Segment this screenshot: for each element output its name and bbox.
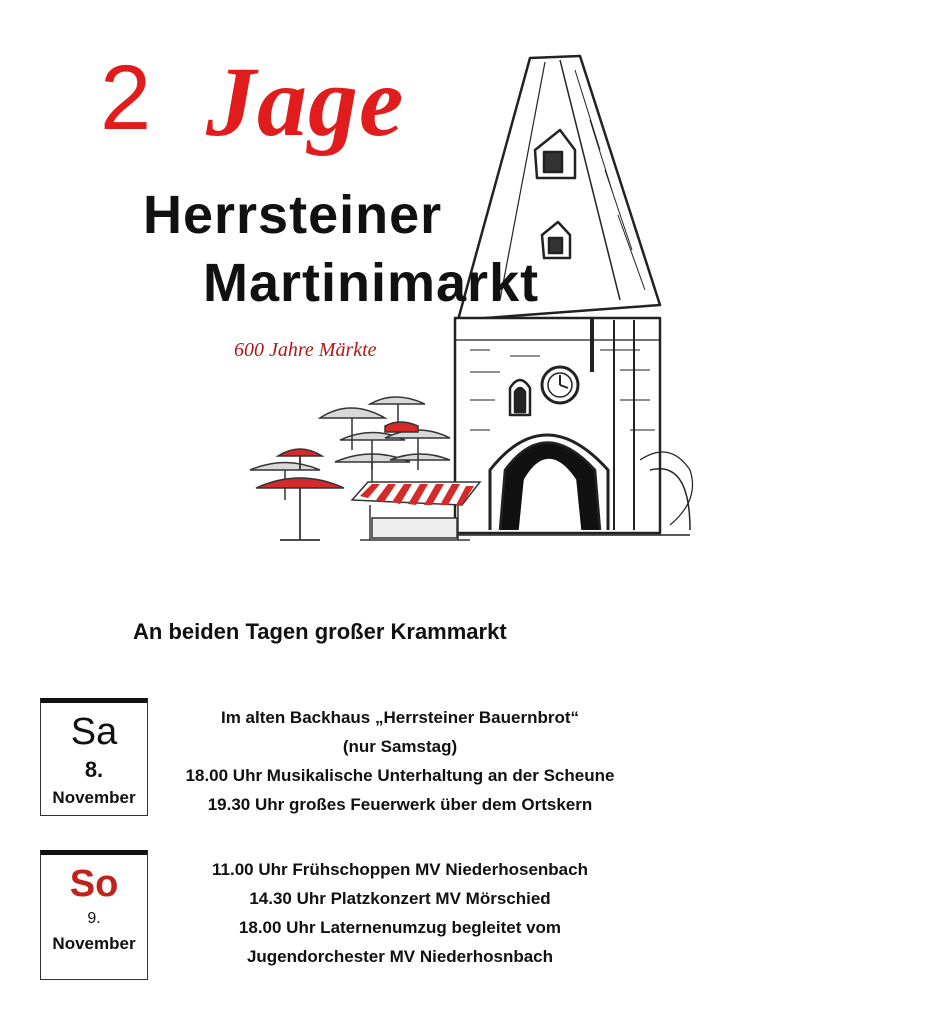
title-line-1: Herrsteiner <box>143 185 443 245</box>
event-line: 18.00 Uhr Laternenumzug begleitet vom <box>238 918 562 937</box>
event-line: 18.00 Uhr Musikalische Unterhaltung an der Scheune <box>185 766 615 785</box>
headline-word: Jage <box>206 46 405 157</box>
date: 8. <box>84 757 104 782</box>
event-line: 19.30 Uhr großes Feuerwerk über dem Ortskern <box>207 795 593 814</box>
headline-number: 2 <box>100 47 152 149</box>
calendar-saturday <box>40 698 148 816</box>
event-line: Jugendorchester MV Niederhosnbach <box>246 947 554 966</box>
title-line-2: Martinimarkt <box>203 253 540 313</box>
month: November <box>52 788 136 807</box>
weekday: Sa <box>70 711 118 753</box>
event-line: Im alten Backhaus „Herrsteiner Bauernbrot“ <box>220 708 580 727</box>
month: November <box>52 934 136 953</box>
calendar-sunday <box>40 850 148 980</box>
event-line: (nur Samstag) <box>342 737 458 756</box>
subheading: An beiden Tagen großer Krammarkt <box>133 619 507 644</box>
schedule-sunday <box>160 855 640 971</box>
tagline: 600 Jahre Märkte <box>234 339 377 361</box>
schedule-saturday <box>160 703 640 819</box>
date: 9. <box>87 910 101 927</box>
weekday: So <box>69 863 119 905</box>
event-line: 14.30 Uhr Platzkonzert MV Mörschied <box>249 889 551 908</box>
event-line: 11.00 Uhr Frühschoppen MV Niederhosenbach <box>212 860 588 879</box>
